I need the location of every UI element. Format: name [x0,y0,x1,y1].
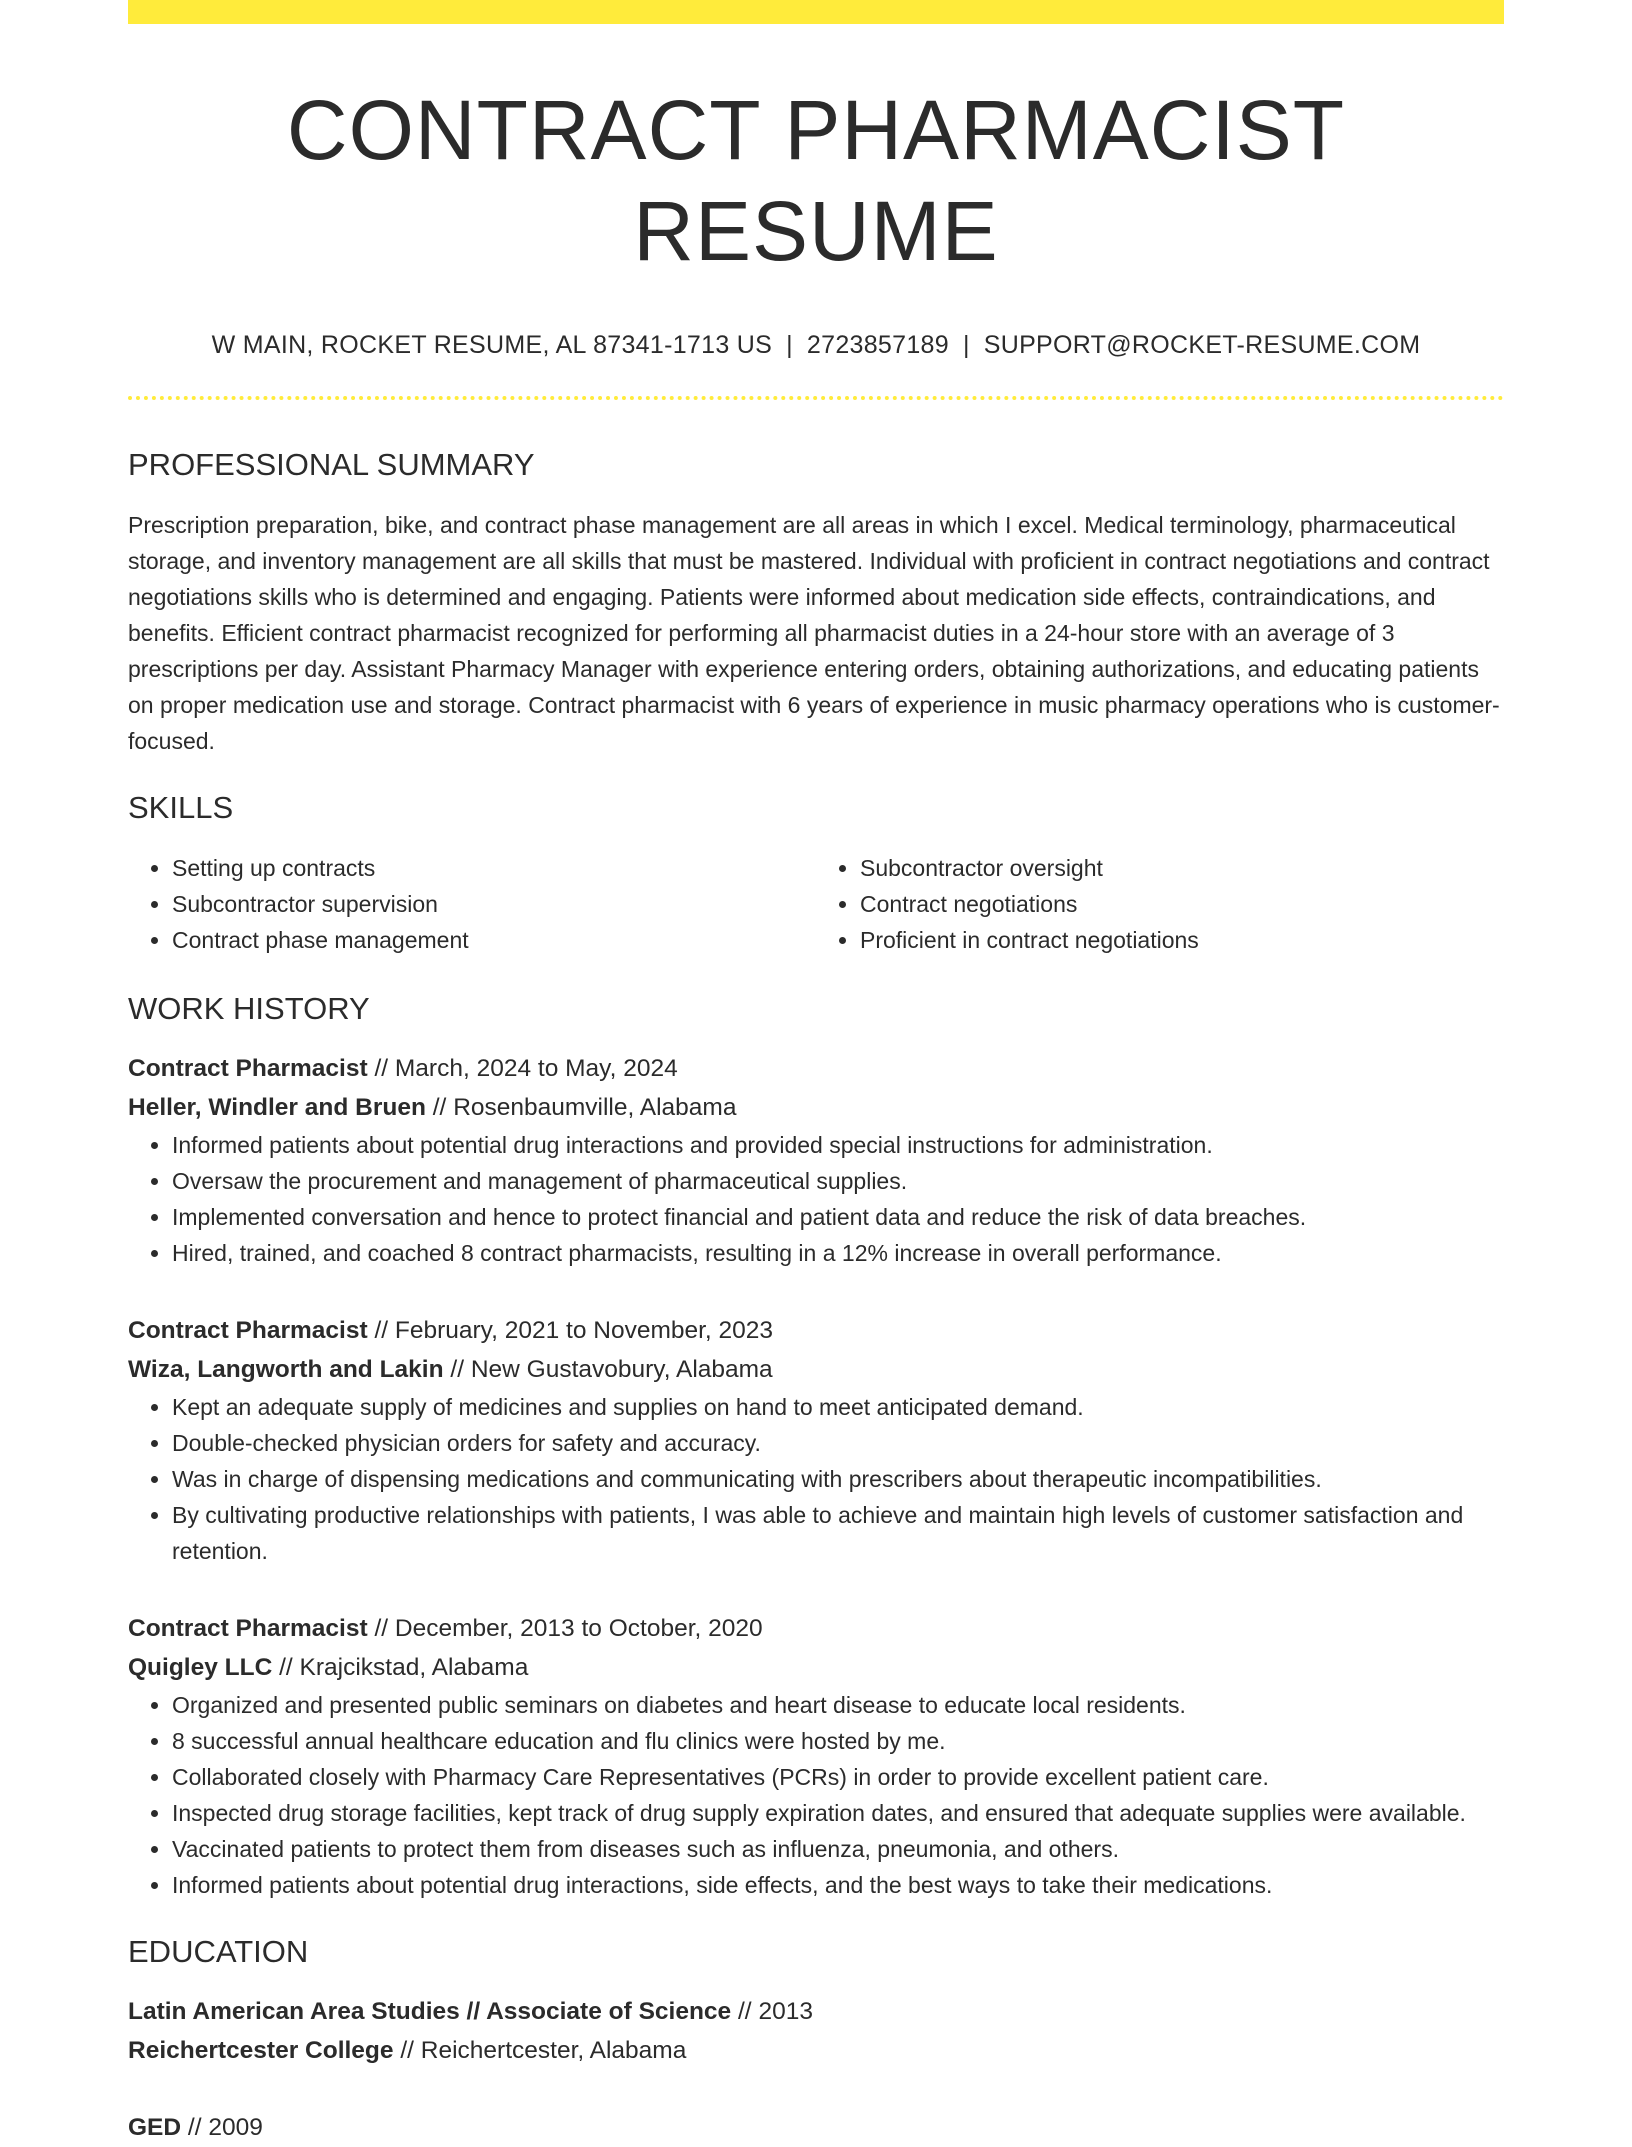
job-bullet: • Hired, trained, and coached 8 contract pharmacists, resulting in a 12% increase in overall performance. [172,1235,1504,1271]
dotted-divider [128,396,1504,400]
job-role-line [128,1311,1504,1350]
job-role: Contract Pharmacist [128,1317,368,1345]
education-school: Reichertcester College [128,2037,394,2065]
field-separator: // [738,1998,752,2026]
job-role-line [128,1609,1504,1648]
resume-page [128,0,1504,2147]
job-bullet: • Kept an adequate supply of medicines and supplies on hand to meet anticipated demand. [172,1389,1504,1425]
job-bullets [128,1389,1504,1569]
education-school-line [128,2031,1504,2070]
contact-phone: 2723857189 [806,330,949,359]
job-bullet: • Implemented conversation and hence to protect financial and patient data and reduce the risk of data breaches. [172,1199,1504,1235]
job-role-line [128,1049,1504,1088]
job-bullet: • Double-checked physician orders for safety and accuracy. [172,1425,1504,1461]
contact-separator: | [962,330,970,359]
job-company-line [128,1648,1504,1687]
job-location: Krajcikstad, Alabama [299,1654,529,1682]
skill-item: • Subcontractor oversight [860,850,1504,886]
job-dates: February, 2021 to November, 2023 [394,1317,774,1345]
education-degree: GED [128,2114,182,2142]
education-year: 2013 [758,1998,813,2026]
field-separator: // [187,2114,202,2142]
job-role: Contract Pharmacist [128,1615,368,1643]
skills-column-right [816,850,1504,958]
job-bullet: • By cultivating productive relationships with patients, I was able to achieve and maintain high levels of customer satisfaction and retention. [172,1497,1504,1569]
skill-item: • Contract negotiations [860,886,1504,922]
job-bullet: • 8 successful annual healthcare education and flu clinics were hosted by me. [172,1723,1504,1759]
job-bullet: • Informed patients about potential drug interactions and provided special instructions for administration. [172,1127,1504,1163]
job-dates: March, 2024 to May, 2024 [394,1055,678,1083]
education-degree-line [128,2108,1504,2147]
education-entry [128,2108,1504,2147]
job-bullet: • Oversaw the procurement and management of pharmaceutical supplies. [172,1163,1504,1199]
contact-separator: | [786,330,793,359]
skill-item: • Contract phase management [172,922,816,958]
field-separator: // [450,1356,465,1384]
field-separator: // [400,2037,414,2065]
summary-text: Prescription preparation, bike, and contract phase management are all areas in which I excel. Medical terminology, pharmaceutical storage, and inventory management are all skills that must be mastered. Individual with proficient in contract negotiations and contract negotiations skills who is determined and engaging. Patients were informed about medication side effects, contraindications, and benefits. Efficient contract pharmacist recognized for performing all pharmacist duties in a 24-hour store with an average of 3 prescriptions per day. Assistant Pharmacy Manager with experience entering orders, obtaining authorizations, and educating patients on proper medication use and storage. Contract pharmacist with 6 years of experience in music pharmacy operations who is customer-focused. [128,511,1500,754]
summary-heading: PROFESSIONAL SUMMARY [128,446,535,482]
job-company: Wiza, Langworth and Lakin [128,1356,444,1384]
contact-line [128,330,1504,360]
field-separator: // [374,1317,389,1345]
education-entry [128,1992,1504,2070]
skill-item: • Subcontractor supervision [172,886,816,922]
education-year: 2009 [208,2114,263,2142]
field-separator: // [374,1055,389,1083]
job-dates: December, 2013 to October, 2020 [394,1615,763,1643]
field-separator: // [432,1094,447,1122]
contact-address: W MAIN, ROCKET RESUME, AL 87341-1713 US [211,330,773,359]
job-company-line [128,1350,1504,1389]
job-location: Rosenbaumville, Alabama [453,1094,737,1122]
job-company: Quigley LLC [128,1654,273,1682]
job-bullet: • Was in charge of dispensing medications and communicating with prescribers about therapeutic incompatibilities. [172,1461,1504,1497]
top-accent-bar [128,0,1504,24]
job-bullets [128,1687,1504,1903]
job-company-line [128,1088,1504,1127]
skill-item: • Setting up contracts [172,850,816,886]
skill-item: • Proficient in contract negotiations [860,922,1504,958]
resume-title: CONTRACT PHARMACIST RESUME [286,83,1346,278]
job-role: Contract Pharmacist [128,1055,368,1083]
job-bullet: • Informed patients about potential drug interactions, side effects, and the best ways to take their medications. [172,1867,1504,1903]
skills-heading: SKILLS [128,789,234,825]
field-separator: // [279,1654,293,1682]
job-location: New Gustavobury, Alabama [470,1356,773,1384]
education-degree: Latin American Area Studies // Associate of Science [128,1998,732,2026]
contact-email: SUPPORT@ROCKET-RESUME.COM [983,330,1421,359]
field-separator: // [374,1615,389,1643]
job-bullet: • Collaborated closely with Pharmacy Care Representatives (PCRs) in order to provide excellent patient care. [172,1759,1504,1795]
job-bullets [128,1127,1504,1271]
job-company: Heller, Windler and Bruen [128,1094,426,1122]
job-bullet: • Inspected drug storage facilities, kept track of drug supply expiration dates, and ensured that adequate supplies were available. [172,1795,1504,1831]
job-entry [128,1609,1504,1903]
skills-list [128,850,1504,958]
job-entry [128,1049,1504,1271]
job-entry [128,1311,1504,1569]
skills-column-left [128,850,816,958]
education-heading: EDUCATION [128,1934,309,1970]
work-history-heading: WORK HISTORY [128,990,370,1026]
education-location: Reichertcester, Alabama [420,2037,687,2065]
job-bullet: • Organized and presented public seminars on diabetes and heart disease to educate local residents. [172,1687,1504,1723]
job-bullet: • Vaccinated patients to protect them from diseases such as influenza, pneumonia, and others. [172,1831,1504,1867]
education-degree-line [128,1992,1504,2031]
